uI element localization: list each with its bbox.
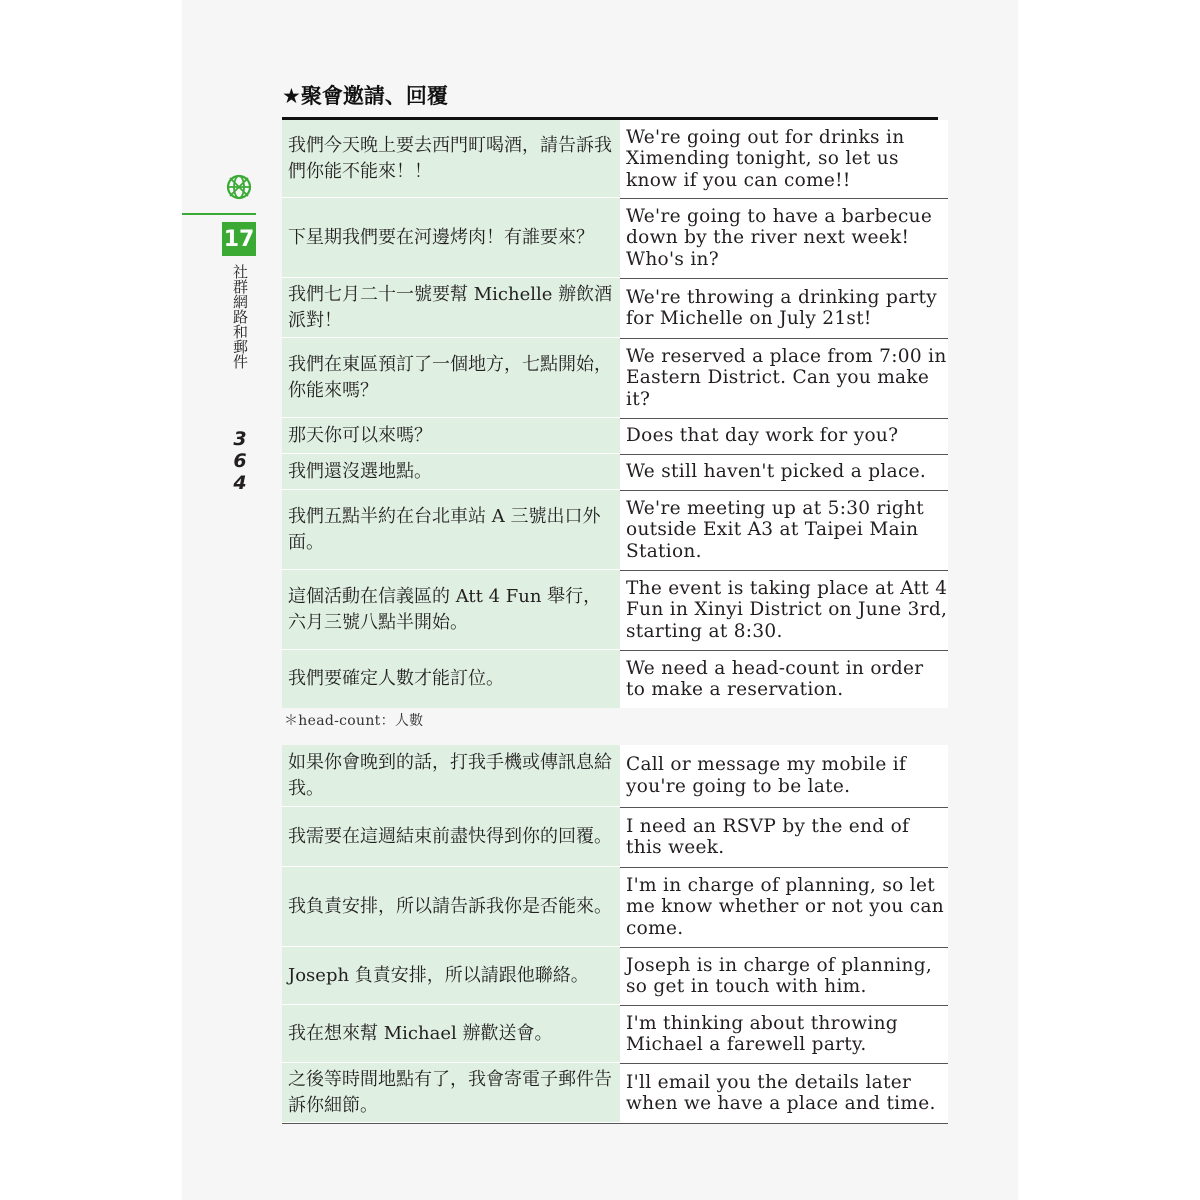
chinese-phrase: 我們七月二十一號要幫 Michelle 辦飲酒派對！ xyxy=(282,278,620,338)
page-number xyxy=(230,428,250,494)
english-phrase: We're going to have a barbecue down by the river next week! Who's in? xyxy=(620,198,948,278)
english-phrase: I'm in charge of planning, so let me know whether or not you can come. xyxy=(620,867,948,947)
phrase-row xyxy=(282,650,948,708)
globe-icon xyxy=(226,174,252,200)
chinese-phrase: 我在想來幫 Michael 辦歡送會。 xyxy=(282,1005,620,1063)
chinese-phrase: Joseph 負責安排，所以請跟他聯絡。 xyxy=(282,947,620,1005)
phrase-row xyxy=(282,198,948,278)
english-phrase: I need an RSVP by the end of this week. xyxy=(620,807,948,867)
phrase-table xyxy=(282,745,948,1124)
chinese-phrase: 之後等時間地點有了，我會寄電子郵件告訴你細節。 xyxy=(282,1063,620,1123)
chinese-phrase: 我們今天晚上要去西門町喝酒，請告訴我們你能不能來！！ xyxy=(282,120,620,198)
english-phrase: I'm thinking about throwing Michael a farewell party. xyxy=(620,1005,948,1063)
english-phrase: I'll email you the details later when we have a place and time. xyxy=(620,1063,948,1123)
chinese-phrase: 我們五點半約在台北車站 A 三號出口外面。 xyxy=(282,490,620,570)
english-phrase: We're meeting up at 5:30 right outside Exit A3 at Taipei Main Station. xyxy=(620,490,948,570)
phrase-row xyxy=(282,454,948,490)
phrase-row xyxy=(282,120,948,198)
phrase-row xyxy=(282,570,948,650)
chinese-phrase: 下星期我們要在河邊烤肉！有誰要來？ xyxy=(282,198,620,278)
english-phrase: We need a head-count in order to make a reservation. xyxy=(620,650,948,708)
chinese-phrase: 我需要在這週結束前盡快得到你的回覆。 xyxy=(282,807,620,867)
chinese-phrase: 我們在東區預訂了一個地方，七點開始，你能來嗎？ xyxy=(282,338,620,418)
chapter-number: 17 xyxy=(222,222,256,256)
english-phrase: Joseph is in charge of planning, so get in touch with him. xyxy=(620,947,948,1005)
phrase-row xyxy=(282,1005,948,1063)
chapter-rule xyxy=(182,213,256,215)
english-phrase: Call or message my mobile if you're going to be late. xyxy=(620,745,948,807)
section-heading: ★聚會邀請、回覆 xyxy=(282,84,448,108)
phrase-row xyxy=(282,338,948,418)
phrase-row xyxy=(282,745,948,807)
chinese-phrase: 如果你會晚到的話，打我手機或傳訊息給我。 xyxy=(282,745,620,807)
english-phrase: We still haven't picked a place. xyxy=(620,454,948,490)
phrase-row xyxy=(282,278,948,338)
phrase-row xyxy=(282,418,948,454)
phrase-row xyxy=(282,490,948,570)
footnote: ＊head-count：人數 xyxy=(284,713,424,729)
english-phrase: Does that day work for you? xyxy=(620,418,948,454)
chinese-phrase: 我們還沒選地點。 xyxy=(282,454,620,490)
english-phrase: We're going out for drinks in Ximending tonight, so let us know if you can come!! xyxy=(620,120,948,198)
chapter-title: 社群網路和郵件 xyxy=(231,264,249,369)
english-phrase: The event is taking place at Att 4 Fun in Xinyi District on June 3rd, starting at 8:30. xyxy=(620,570,948,650)
phrase-row xyxy=(282,807,948,867)
page-number-digit: 6 xyxy=(233,450,247,472)
page-number-digit: 4 xyxy=(233,472,247,494)
phrase-row xyxy=(282,867,948,947)
chinese-phrase: 這個活動在信義區的 Att 4 Fun 舉行，六月三號八點半開始。 xyxy=(282,570,620,650)
english-phrase: We reserved a place from 7:00 in Eastern District. Can you make it? xyxy=(620,338,948,418)
chinese-phrase: 我負責安排，所以請告訴我你是否能來。 xyxy=(282,867,620,947)
phrase-table xyxy=(282,120,948,708)
chinese-phrase: 那天你可以來嗎？ xyxy=(282,418,620,454)
page-number-digit: 3 xyxy=(233,428,247,450)
english-phrase: We're throwing a drinking party for Michelle on July 21st! xyxy=(620,278,948,338)
phrase-row xyxy=(282,1063,948,1123)
chinese-phrase: 我們要確定人數才能訂位。 xyxy=(282,650,620,708)
phrase-row xyxy=(282,947,948,1005)
